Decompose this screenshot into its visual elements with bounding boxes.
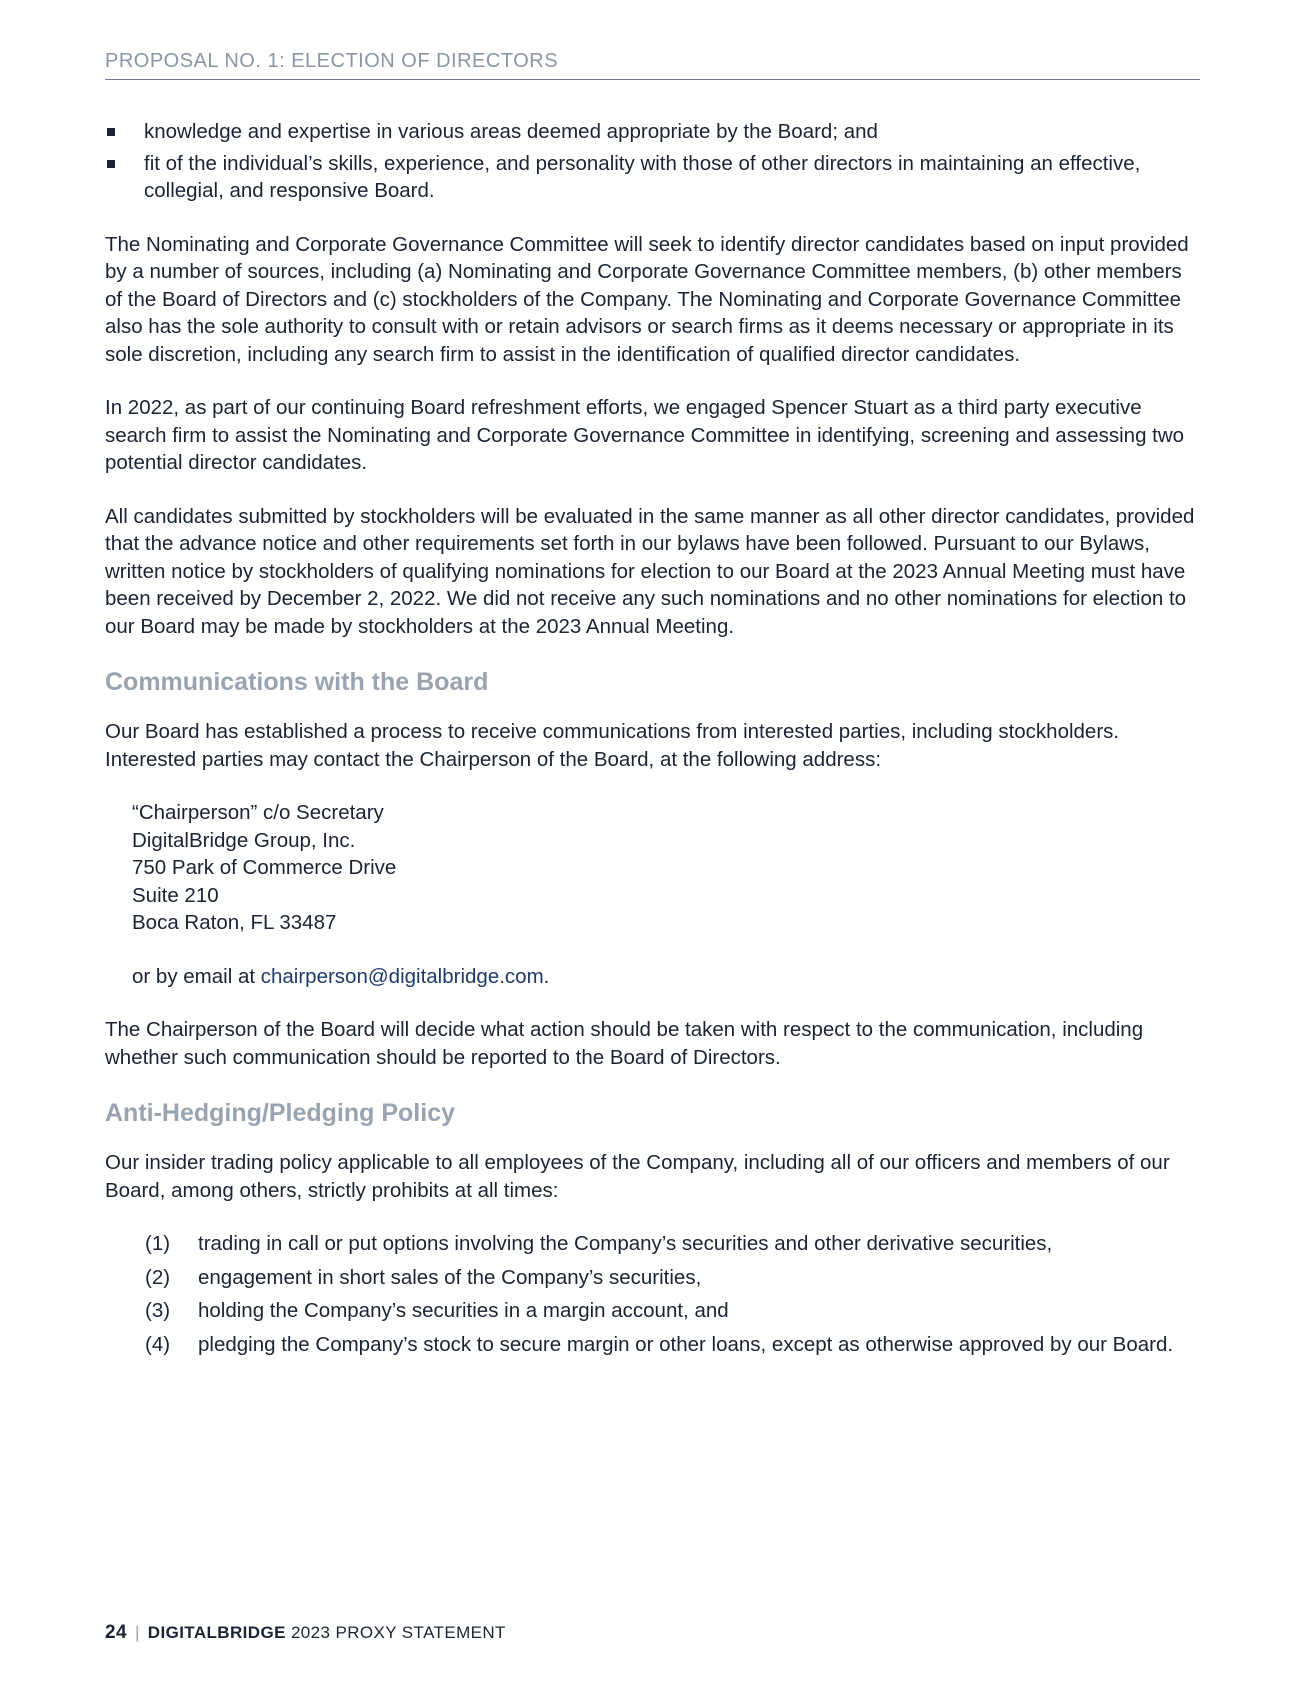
list-number: (4): [145, 1332, 171, 1356]
criteria-list: [105, 118, 1200, 205]
list-item-text: trading in call or put options involving the Company’s securities and other derivative securities,: [198, 1232, 1053, 1255]
page-body: [105, 118, 1200, 1364]
list-item-text: knowledge and expertise in various areas deemed appropriate by the Board; and: [144, 120, 878, 143]
paragraph-search-firm: In 2022, as part of our continuing Board refreshment efforts, we engaged Spencer Stuart as a third party executive search firm to assist the Nominating and Corporate Governance Committee in identifying, screening and assessing two potential director candidates.: [105, 396, 1185, 474]
list-item: [105, 150, 1200, 205]
section-heading-hedging: Anti-Hedging/Pledging Policy: [105, 1099, 455, 1127]
address-line: “Chairperson” c/o Secretary: [132, 801, 384, 824]
list-item-text: engagement in short sales of the Company’s securities,: [198, 1265, 702, 1289]
email-prefix: or by email at: [132, 964, 261, 988]
paragraph-hedging-intro: Our insider trading policy applicable to all employees of the Company, including all of our officers and members of our Board, among others, strictly prohibits at all times:: [105, 1151, 1170, 1202]
email-suffix: .: [543, 964, 550, 988]
list-number: (3): [145, 1299, 171, 1322]
email-link[interactable]: chairperson@digitalbridge.com: [260, 964, 544, 988]
footer-doc-title: 2023 PROXY STATEMENT: [290, 1623, 506, 1642]
address-line: 750 Park of Commerce Drive: [132, 856, 397, 879]
paragraph-stockholder-candidates: All candidates submitted by stockholders will be evaluated in the same manner as all other director candidates, provided that the advance notice and other requirements set forth in our bylaws have been followed. Pursuant to our Bylaws, written notice by stockholders of qualifying nominations for election to our Board at the 2023 Annual Meeting must have been received by December 2, 2022. We did not receive any such nominations and no other nominations for election to our Board may be made by stockholders at the 2023 Annual Meeting.: [105, 504, 1195, 638]
list-item-text: holding the Company’s securities in a margin account, and: [198, 1299, 729, 1322]
footer-brand: DIGITALBRIDGE: [147, 1623, 286, 1642]
list-item: [105, 1230, 1200, 1258]
prohibitions-list: [105, 1230, 1200, 1358]
bullet-square-icon: [107, 160, 115, 168]
email-line: [105, 963, 1200, 991]
mailing-address: [105, 799, 1200, 937]
address-line: DigitalBridge Group, Inc.: [132, 828, 356, 852]
paragraph-candidate-sources: The Nominating and Corporate Governance Committee will seek to identify director candidates based on input provided by a number of sources, including (a) Nominating and Corporate Governance Committee members, (b) other members of the Board of Directors and (c) stockholders of the Company. The Nominating and Corporate Governance Committee also has the sole authority to consult with or retain advisors or search firms as it deems necessary or appropriate in its sole discretion, including any search firm to assist in the identification of qualified director candidates.: [105, 232, 1189, 366]
list-number: (1): [145, 1232, 171, 1255]
bullet-square-icon: [107, 128, 115, 136]
list-item-text: pledging the Company’s stock to secure margin or other loans, except as otherwise approved by our Board.: [198, 1332, 1174, 1356]
list-item: [105, 1297, 1200, 1325]
list-item: [105, 1264, 1200, 1292]
list-number: (2): [145, 1265, 171, 1289]
address-line: Suite 210: [132, 883, 219, 907]
section-heading-communications: Communications with the Board: [105, 668, 489, 696]
page-number: 24: [105, 1622, 127, 1643]
paragraph-communications-closing: The Chairperson of the Board will decide what action should be taken with respect to the communication, including whether such communication should be reported to the Board of Directors.: [105, 1018, 1144, 1069]
list-item: [105, 118, 1200, 146]
list-item-text: fit of the individual’s skills, experience, and personality with those of other directors in maintaining an effective, collegial, and responsive Board.: [144, 151, 1141, 202]
address-line: Boca Raton, FL 33487: [132, 911, 337, 934]
list-item: [105, 1331, 1200, 1359]
footer-separator: |: [134, 1623, 140, 1642]
page-header: PROPOSAL NO. 1: ELECTION OF DIRECTORS: [105, 50, 1200, 80]
page-footer: [105, 1622, 506, 1644]
paragraph-communications-intro: Our Board has established a process to receive communications from interested parties, including stockholders. Interested parties may contact the Chairperson of the Board, at the following address:: [105, 720, 1120, 771]
